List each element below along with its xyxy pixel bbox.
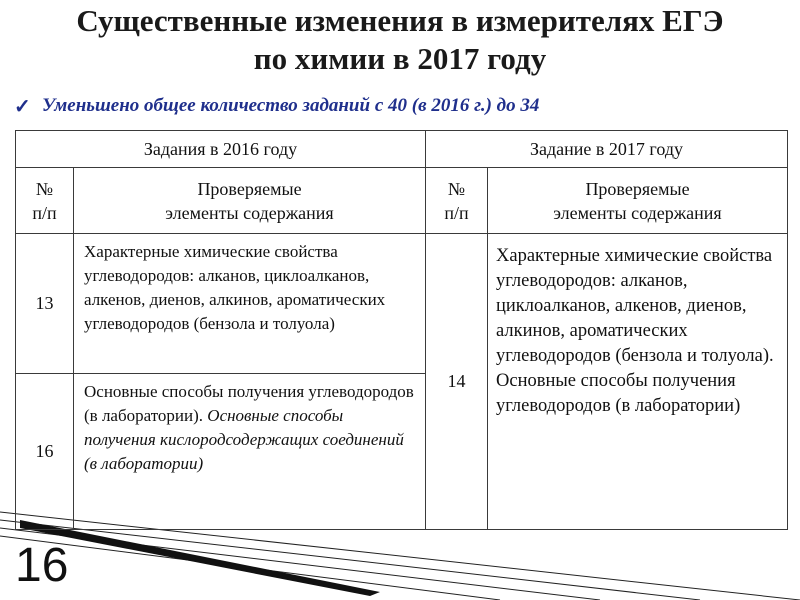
row-text-2016 — [74, 234, 426, 374]
bullet-text: Уменьшено общее количество заданий с 40 (в 2016 г.) до 34 — [42, 95, 540, 116]
bullet-line — [14, 94, 539, 118]
col-num-line1: № — [35, 178, 54, 199]
col-num-2016 — [16, 168, 74, 234]
col-elements-2017 — [488, 168, 788, 234]
title-line-2: по химии в 2017 году — [253, 41, 547, 76]
comparison-table — [15, 130, 788, 530]
col-elements-line1: Проверяемые — [197, 178, 302, 199]
col-num-2017 — [426, 168, 488, 234]
col-num-line1: № — [447, 178, 466, 199]
header-2017: Задание в 2017 году — [426, 131, 788, 168]
table-row — [16, 234, 788, 374]
slide-number: 16 — [15, 539, 69, 592]
row-num-2017: 14 — [426, 234, 488, 530]
header-2016: Задания в 2016 году — [16, 131, 426, 168]
col-elements-line1: Проверяемые — [585, 178, 690, 199]
col-elements-line2: элементы содержания — [553, 202, 722, 223]
row-text-normal: Характерные химические свойства углеводородов: алканов, циклоалканов, алкенов, диенов, алкинов, ароматических углеводородов (бензола и толуола) — [84, 242, 386, 333]
row-num-2016: 13 — [16, 234, 74, 374]
table-header-row — [16, 131, 788, 168]
checkmark-icon: ✓ — [14, 95, 31, 118]
table-subheader-row — [16, 168, 788, 234]
col-num-line2: п/п — [32, 202, 57, 223]
row-text-italic: Основные способы получения кислородсодержащих соединений (в лаборатории) — [84, 406, 404, 473]
row-text-2016 — [74, 374, 426, 530]
col-num-line2: п/п — [444, 202, 469, 223]
col-elements-2016 — [74, 168, 426, 234]
row-num-2016: 16 — [16, 374, 74, 530]
title-line-1: Существенные изменения в измерителях ЕГЭ — [76, 3, 724, 38]
row-text-2017: Характерные химические свойства углеводородов: алканов, циклоалканов, алкенов, диенов, алкинов, ароматических углеводородов (бензола и толуола). Основные способы получения углеводородов (в лаборатории) — [488, 234, 788, 530]
page-title — [0, 2, 800, 78]
col-elements-line2: элементы содержания — [165, 202, 334, 223]
row-text-normal: Основные способы получения углеводородов (в лаборатории). — [84, 382, 414, 425]
